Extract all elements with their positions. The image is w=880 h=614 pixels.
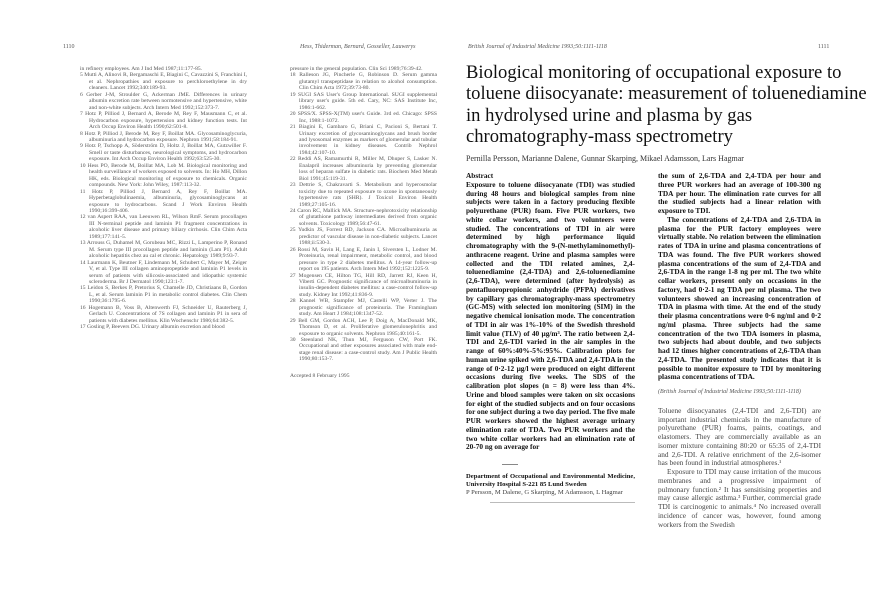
- abstract-column-1: [466, 172, 635, 452]
- reference-entry: 17 Gosling P, Beevers DG. Urinary albumin excretion and blood: [80, 324, 225, 331]
- bottom-rule: [490, 502, 635, 503]
- affiliation-block: [466, 473, 635, 496]
- reference-entry: 6 Gerber J-M, Stroulder G, Ackerman JME. Differences in urinary albumin excretion rate between normotensive and hypertensive, white and non-white subjects. Arch Intern Med 1992;152:373-7.: [80, 91, 247, 111]
- left-column: [466, 172, 635, 503]
- reference-entry: 20 SPSS/X. SPSS-X(TM) user's Guide. 3rd ed. Chicago: SPSS Inc, 1988:1-1072.: [290, 111, 437, 124]
- journal-line: British Journal of Industrial Medicine 1993;50:1111-1118: [468, 44, 607, 50]
- intro-paragraph-2: Exposure to TDI may cause irritation of the mucous membranes and a progressive impairment of pulmonary function.² It has sensitising properties and may cause allergic asthma.³ Further, commercial grade TDI is carcinogenic to animals.⁴ No increased overall incidence of cancer was, however, found among workers from the Swedish: [658, 467, 821, 529]
- footnote-rule: [502, 464, 518, 465]
- reference-entry: 8 Hotz P, Pilliod J, Berode M, Rey F, Boillat MA. Glycosaminoglycuria, albuminuria and hydrocarbon exposure. Nephron 1991;58:184-91.: [80, 130, 247, 143]
- reference-entry: pressure in the general population. Clin Sci 1989;76:39-42.: [290, 66, 423, 72]
- reference-entry: 15 Leidon S, Berkes P, Pretorius S, Chamelle JD, Christiaans B, Gordon L, et al. Serum laminin P1 in metabolic control diabetes. Clin Chem 1990;36:1795-6.: [80, 285, 247, 305]
- reference-entry: 25 Yudkin JS, Forrest RD, Jackson CA. Microalbuminuria as predictor of vascular disease in non-diabetic subjects. Lancet 1988;ii:530-3.: [290, 227, 437, 247]
- title-block: [466, 62, 876, 163]
- references-column-2-wrapper: [290, 66, 437, 379]
- abstract-text-3: The concentrations of 2,4-TDA and 2,6-TDA in plasma for the PUR factory employees were virtually stable. No relation between the elimination rates of TDA in urine and plasma concentrations of TDA was found. The five PUR workers showed plasma concentrations of the sum of 2,4-TDA and 2,6-TDA in the range 1-8 ng per ml. The two white collar workers, present only on occasions in the factory, had 0·2-1 ng TDA per ml plasma. The two volunteers showed an increasing concentration of TDA in plasma with time. At the end of the study their plasma concentrations were 0·6 ng/ml and 0·2 ng/ml plasma. Three subjects had the same concentration of the two TDA isomers in plasma, two subjects had about double, and two subjects had 12 times higher concentrations of 2,6-TDA than 2,4-TDA. The presented study indicates that it is possible to monitor exposure to TDI by monitoring plasma concentrations of TDA.: [658, 214, 821, 382]
- left-running-head: Hess, Thiderman, Bernard, Gosseller, Lauwerys: [300, 44, 416, 50]
- reference-entry: 27 Mogensen CE, Hilton TG, Hill RD, Jarrett RJ, Keen H, Viberti GC. Prognostic significance of microalbuminuria in insulin-dependent diabetes mellitus: a case-control follow-up study. Kidney Int 1992;41:836-9.: [290, 272, 437, 298]
- references-column-1: [80, 66, 247, 331]
- article-title: Biological monitoring of occupational exposure to toluene diisocyanate: measurement of toluenediamine in hydrolysed urine and plasma by gas chromatography-mass spectrometry: [466, 62, 867, 148]
- reference-entry: 16 Hogemann B, Voss B, Altenwerth FJ, Schneider U, Rauterberg J, Gerlach U. Concentrations of 7S collagen and laminin P1 in sera of patients with diabetes mellitus. Klin Wochenschr 1986;64:382-5.: [80, 304, 247, 324]
- affiliation-names: P Persson, M Dalene, G Skarping, M Adamsson, L Hagmar: [466, 488, 623, 496]
- reference-entry: 13 Arrouss G, Duhamel M, Gorubeau MC, Rizzi L, Lamperino P, Ronand M. Serum type III procollagen peptide and laminin (Lam P1). Adult alcoholic hepatitis chez au cal et chronic. Hepatology 1989;9:93-7.: [80, 240, 247, 260]
- reference-entry: 5 Mutti A, Alinovi R, Bergamaschi E, Biagini C, Cavazzini S, Franchini I, et al. Nephropathies and exposure to perchloroethylene in dry cleaners. Lancet 1992;340:189-93.: [80, 72, 247, 92]
- reference-entry: 29 Bell GM, Gordon ACH, Lee P, Doig A, MacDonald MK, Thomson D, et al. Proliferative glomerulonephritis and exposure to organic solvents. Nephron 1985;40:161-5.: [290, 317, 437, 337]
- reference-entry: 23 Dettrie S, Chakravarti S. Metabolism and hyperosmolar toxicity due to repeated exposure to ozone in spontaneously hypertensive rats (SHR). J Toxicol Environ Health 1989;27:105-16.: [290, 182, 437, 208]
- reference-entry: 7 Hotz P, Pilliod J, Bernard A, Berode M, Rey F, Mausmann C, et al. Hydrocarbon exposure, hypertension and kidney function tests. Int Arch Occup Environ Health 1990;62:501-8.: [80, 111, 247, 131]
- abstract-heading: Abstract: [466, 171, 494, 180]
- references-column-2: [290, 66, 437, 363]
- reference-entry: 14 Laurmann K, Beutner F, Lindemann M, Schubert C, Mayer M, Zeiger V, et al. Type III collagen aminopropeptide and laminin P1 levels in serum of patients with silicosis-associated and idiopathic systemic scleroderma. Br J Dermatol 1990;123:1-7.: [80, 259, 247, 285]
- intro-paragraph-1: Toluene diisocyanates (2,4-TDI and 2,6-TDI) are important industrial chemicals in the manufacture of polyurethane (PUR) foams, paints, coatings, and elastomers. They are commercially available as an isomer mixture containing 80:20 or 65:35 of 2,4-TDI and 2,6-TDI. A relative enrichment of the 2,6-isomer has been found in industrial atmospheres.¹: [658, 405, 821, 468]
- abstract-column-2: [658, 172, 821, 529]
- reference-entry: 9 Hotz P, Tschopp A, Söderström D, Holtz J, Boillat MA, Gutzwiller F. Smell or taste disturbances, neurological symptoms, and hydrocarbon exposure. Int Arch Occup Environ Health 1992;63:525-30.: [80, 143, 247, 163]
- reference-entry: 11 Hotz P, Pilliod J, Bernard A, Rey F, Boillat MA. Hyperbetaglobulinaemia, albuminuria, glycosaminoglycans at exposure to hydrocarbons. Scand J Work Environ Health 1990;16:399-406.: [80, 188, 247, 214]
- affiliation: Department of Occupational and Environmental Medicine, University Hospital S-221 85 Lund Sweden: [466, 473, 635, 488]
- reference-entry: 12 van Aspert RAA, van Leeuwen RL, Wilson RmF. Serum procollagen III N-terminal peptide and laminin P1 fragment concentrations in alcoholic liver disease and primary biliary cirrhosis. Clin Chim Acta 1989;177:141-5.: [80, 214, 247, 240]
- reference-entry: 28 Kannel WB, Stampfer MJ, Castelli WP, Verter J. The prognostic significance of proteinuria. The Framingham study. Am Heart J 1984;108:1347-52.: [290, 298, 437, 318]
- reference-entry: 30 Steenland NK, Thun MJ, Ferguson CW, Port FK. Occupational and other exposures associated with male end-stage renal disease: a case-control study. Am J Public Health 1990;80:153-7.: [290, 337, 437, 363]
- reference-entry: 22 Reddi AS, Ramamurthi R, Miller M, Dhuper S, Lasker N. Enalapril increases albuminuria by preventing glomerular loss of heparan sulfate in diabetic rats. Biochem Med Metab Biol 1991;45:119-31.: [290, 156, 437, 182]
- reference-entry: 19 SUGI SAS User's Group International. SUGI supplemental library user's guide. 5th ed. Cary, NC: SAS Institute Inc, 1986:1-662.: [290, 91, 437, 111]
- abstract-text-2: the sum of 2,6-TDA and 2,4-TDA per hour and three PUR workers had an average of 100-300 ng TDA per hour. The elimination rate curves for all the studied subjects had a linear relation with exposure to TDI.: [658, 171, 821, 215]
- reference-entry: in refinery employees. Am J Ind Med 1987;11:177-85.: [80, 66, 203, 72]
- authors: Pernilla Persson, Marianne Dalene, Gunnar Skarping, Mikael Adamsson, Lars Hagmar: [466, 153, 744, 163]
- reference-entry: 18 Ralleson JG, Pincherle G, Robinson D. Serum gamma glutamyl transpeptidase in relation to alcohol consumption. Clin Chim Acta 1972;39:73-80.: [290, 72, 437, 92]
- abstract-text-1: Exposure to toluene diisocyanate (TDI) was studied during 48 hours and biological samples from nine subjects were taken in a factory producing flexible polyurethane (PUR) foam. Five PUR workers, two white collar workers, and two volunteers were studied. The concentrations of TDI in air were determined by high performance liquid chromatography with the 9-(N-methylaminomethyl)-anthracene reagent. Urine and plasma samples were collected and the TDI related amines, 2,4-toluenediamine (2,4-TDA) and 2,6-toluenediamine (2,6-TDA), were determined (after hydrolysis) as pentafluoropropionic anhydride (PFPA) derivatives by capillary gas chromatography-mass spectrometry (GC-MS) with selected ion monitoring (SIM) in the negative chemical ionisation mode. The concentration of TDI in air was 1%-10% of the Swedish threshold limit value (TLV) of 40 µg/m³. The ratio between 2,4-TDI and 2,6-TDI varied in the air samples in the range of 60%:40%-5%:95%. Calibration plots for human urine spiked with 2,6-TDA and 2,4-TDA in the range of 0·2-12 µg/l were produced on eight different occasions during five weeks. The SDS of the calibration plot slopes (n = 8) were less than 4%. Urine and blood samples were taken on six occasions for eight of the studied subjects and on four occasions for one subject during a two day period. The five male PUR workers showed the highest average urinary elimination rate of TDA. Two PUR workers and the two white collar workers had an elimination rate of 20-70 ng on average for: [466, 179, 635, 452]
- right-page-number: 1111: [818, 44, 830, 50]
- accepted-date: Accepted 8 February 1995: [290, 372, 350, 379]
- reference-entry: 24 Caron RC, Mallick MA. Structure-nephrotoxicity relationship of glutathione pathway intermediates derived from organic solvents. Toxicology 1989;56:47-61.: [290, 207, 437, 227]
- reference-entry: 10 Hess PO, Berode M, Boillat MA, Lob M. Biological monitoring and health surveillance of workers exposed to solvents. In: Ho MH, Dillon HK, eds. Biological monitoring of exposure to chemicals. Organic compounds. New York: John Wiley, 1987:113-32.: [80, 162, 247, 189]
- citation: (British Journal of Industrial Medicine 1993;50:1111-1118): [658, 389, 801, 395]
- reference-entry: 21 Biagini E, Gambaro G, Briani C, Pacioni S, Bertani T. Urinary excretion of glycosaminoglycans and brush border and lysosomal enzymes as markers of glomerular and tubular involvement in kidney diseases. Contrib Nephrol 1984;42:107-10.: [290, 124, 437, 156]
- left-page-number: 1110: [63, 44, 75, 50]
- reference-entry: 26 Rossi M, Savin H, Lang E, Janin I, Siversten L, Lodner M. Proteinuria, renal impairment, metabolic control, and blood pressure in type 2 diabetes mellitus. A 14-year follow-up report on 195 patients. Arch Intern Med 1992;152:1225-9.: [290, 246, 437, 273]
